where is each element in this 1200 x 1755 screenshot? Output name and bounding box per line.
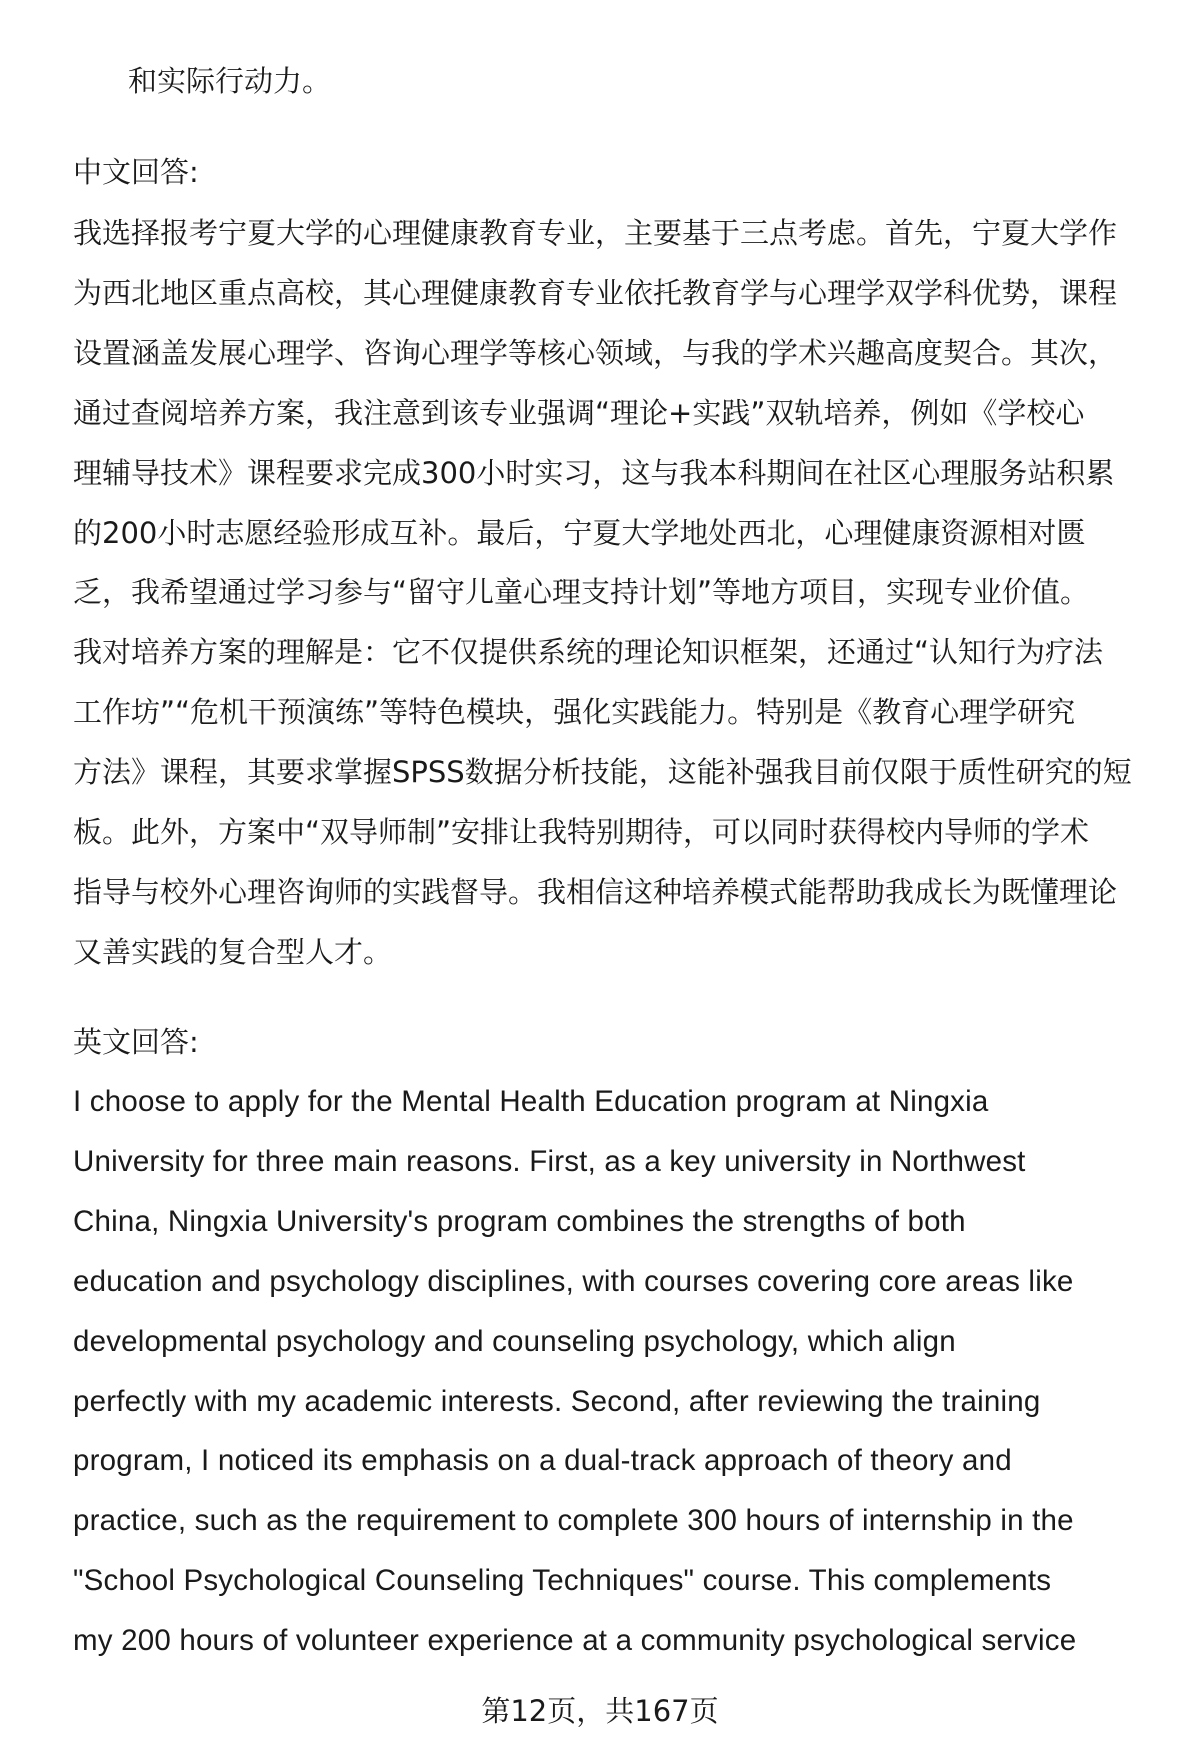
paragraph-line: China, Ningxia University's program combines the strengths of both (73, 1204, 966, 1238)
paragraph-line: 我对培养方案的理解是：它不仅提供系统的理论知识框架，还通过“认知行为疗法 (73, 635, 1104, 670)
english-answer-heading: 英文回答: (73, 1025, 199, 1059)
paragraph-line: 的200小时志愿经验形成互补。最后，宁夏大学地处西北，心理健康资源相对匮 (73, 515, 1086, 550)
paragraph-line: 通过查阅培养方案，我注意到该专业强调“理论+实践”双轨培养，例如《学校心 (73, 395, 1085, 430)
paragraph-line: my 200 hours of volunteer experience at a community psychological service (73, 1624, 1077, 1658)
paragraph-line: developmental psychology and counseling psychology, which align (73, 1324, 956, 1358)
paragraph-line: 板。此外，方案中“双导师制”安排让我特别期待，可以同时获得校内导师的学术 (73, 815, 1090, 849)
paragraph-line: 工作坊”“危机干预演练”等特色模块，强化实践能力。特别是《教育心理学研究 (73, 695, 1076, 730)
paragraph-line: University for three main reasons. First, as a key university in Northwest (73, 1144, 1026, 1178)
page-number: 第12页，共167页 (481, 1694, 719, 1728)
paragraph-line: education and psychology disciplines, with courses covering core areas like (73, 1264, 1074, 1298)
paragraph-line: 乏，我希望通过学习参与“留守儿童心理支持计划”等地方项目，实现专业价值。 (73, 575, 1090, 610)
paragraph-line: "School Psychological Counseling Techniques" course. This complements (73, 1564, 1052, 1598)
chinese-answer-heading: 中文回答: (73, 155, 199, 189)
paragraph-line: practice, such as the requirement to complete 300 hours of internship in the (73, 1504, 1074, 1538)
paragraph-line: perfectly with my academic interests. Second, after reviewing the training (73, 1384, 1041, 1418)
paragraph-line: 指导与校外心理咨询师的实践督导。我相信这种培养模式能帮助我成长为既懂理论 (73, 874, 1118, 909)
continuation-line: 和实际行动力。 (128, 64, 332, 98)
paragraph-line: I choose to apply for the Mental Health Education program at Ningxia (73, 1085, 989, 1118)
paragraph-line: 我选择报考宁夏大学的心理健康教育专业，主要基于三点考虑。首先，宁夏大学作 (73, 216, 1118, 250)
paragraph-line: 设置涵盖发展心理学、咨询心理学等核心领域，与我的学术兴趣高度契合。其次， (73, 335, 1118, 370)
paragraph-line: 为西北地区重点高校，其心理健康教育专业依托教育学与心理学双学科优势，课程 (73, 275, 1118, 310)
paragraph-line: program, I noticed its emphasis on a dual-track approach of theory and (73, 1444, 1012, 1478)
paragraph-line: 理辅导技术》课程要求完成300小时实习，这与我本科期间在社区心理服务站积累 (73, 455, 1115, 490)
paragraph-line: 方法》课程，其要求掌握SPSS数据分析技能，这能补强我目前仅限于质性研究的短 (73, 755, 1132, 790)
paragraph-line: 又善实践的复合型人才。 (73, 934, 393, 969)
